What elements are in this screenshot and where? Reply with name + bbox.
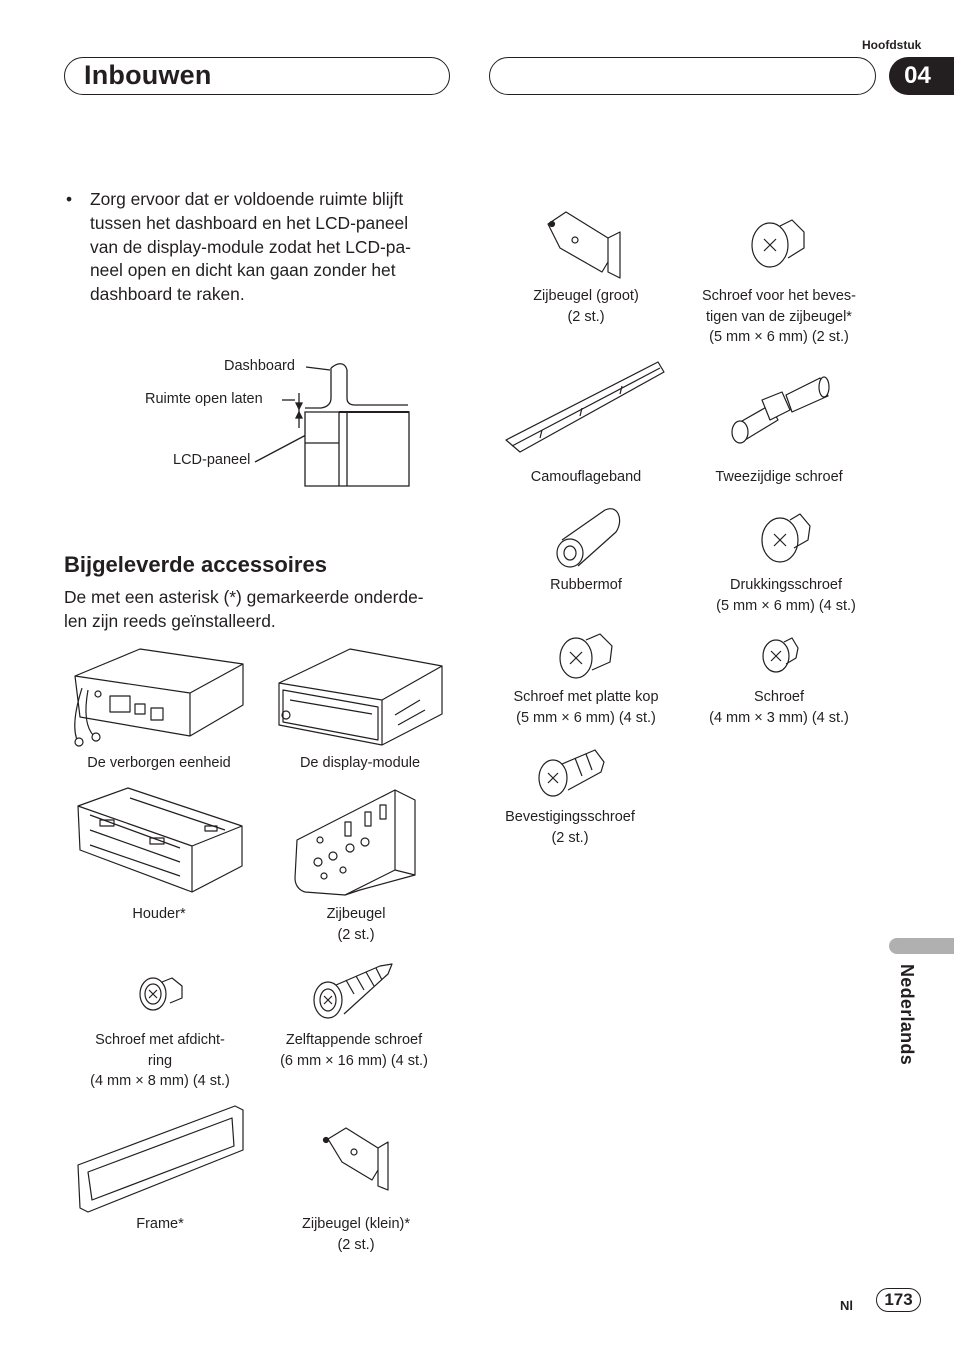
page-number: 173 [876, 1288, 921, 1312]
label-dashboard: Dashboard [224, 358, 295, 374]
section-heading: Bijgeleverde accessoires [64, 552, 327, 577]
caption-holder: Houder* [132, 906, 186, 922]
camouflage-tape-illustration [506, 362, 664, 452]
caption-side-bracket: Zijbeugel (2 st.) [326, 906, 386, 943]
pressure-screw-illustration [762, 514, 810, 562]
page-title: Inbouwen [84, 60, 212, 90]
screw-illustration [763, 638, 798, 672]
flat-screw-illustration [560, 634, 612, 678]
large-bracket-illustration [548, 212, 620, 278]
mount-screw-illustration [539, 750, 604, 796]
header-blank-frame [489, 57, 876, 95]
label-gap: Ruimte open laten [145, 391, 263, 407]
chapter-label: Hoofdstuk [862, 38, 922, 52]
frame-illustration [78, 1106, 243, 1212]
caption-flat-screw: Schroef met platte kop (5 mm × 6 mm) (4 st.) [513, 689, 659, 726]
caption-hidden-unit: De verborgen eenheid [87, 755, 231, 771]
caption-tapping-screw: Zelftappende schroef (6 mm × 16 mm) (4 st.) [280, 1032, 428, 1069]
small-bracket-illustration [324, 1128, 389, 1190]
language-tab [889, 938, 954, 954]
rubber-sleeve-illustration [557, 509, 620, 567]
section-intro: De met een asterisk (*) gemarkeerde onderde- len zijn reeds geïnstalleerd. [64, 587, 424, 631]
display-module-illustration [279, 649, 442, 745]
caption-double-screw: Tweezijdige schroef [715, 469, 843, 485]
bracket-screw-illustration [752, 220, 804, 267]
tapping-screw-illustration [314, 964, 392, 1018]
caption-camouflage-tape: Camouflageband [530, 469, 642, 485]
caption-pressure-screw: Drukkingsschroef (5 mm × 6 mm) (4 st.) [716, 577, 856, 614]
caption-display-module: De display-module [299, 755, 421, 771]
language-label: Nederlands [897, 964, 917, 1066]
side-bracket-illustration [295, 790, 415, 895]
caption-large-bracket: Zijbeugel (groot) (2 st.) [533, 288, 639, 325]
bullet-symbol: • [66, 189, 73, 209]
hidden-unit-illustration [75, 649, 243, 746]
bullet-text: Zorg ervoor dat er voldoende ruimte blijft tussen het dashboard en het LCD-paneel van de display-module zodat het LCD-pa- neel open en dicht kan gaan zonder het dashboard te raken. [90, 189, 411, 305]
double-screw-illustration [732, 377, 829, 443]
seal-screw-illustration [140, 978, 182, 1010]
caption-screw: Schroef (4 mm × 3 mm) (4 st.) [709, 689, 849, 726]
caption-seal-screw: Schroef met afdicht- ring (4 mm × 8 mm) (4 st.) [90, 1032, 230, 1089]
holder-illustration [78, 788, 242, 892]
chapter-number-badge: 04 [889, 57, 954, 95]
label-lcd-panel: LCD-paneel [173, 452, 251, 468]
caption-bracket-screw: Schroef voor het beves- tigen van de zijbeugel* (5 mm × 6 mm) (2 st.) [702, 288, 856, 345]
caption-small-bracket: Zijbeugel (klein)* (2 st.) [302, 1216, 410, 1253]
caption-mount-screw: Bevestigingsschroef (2 st.) [505, 809, 635, 846]
caption-rubber-sleeve: Rubbermof [550, 577, 622, 593]
language-code: Nl [840, 1298, 853, 1313]
caption-frame: Frame* [136, 1216, 184, 1232]
